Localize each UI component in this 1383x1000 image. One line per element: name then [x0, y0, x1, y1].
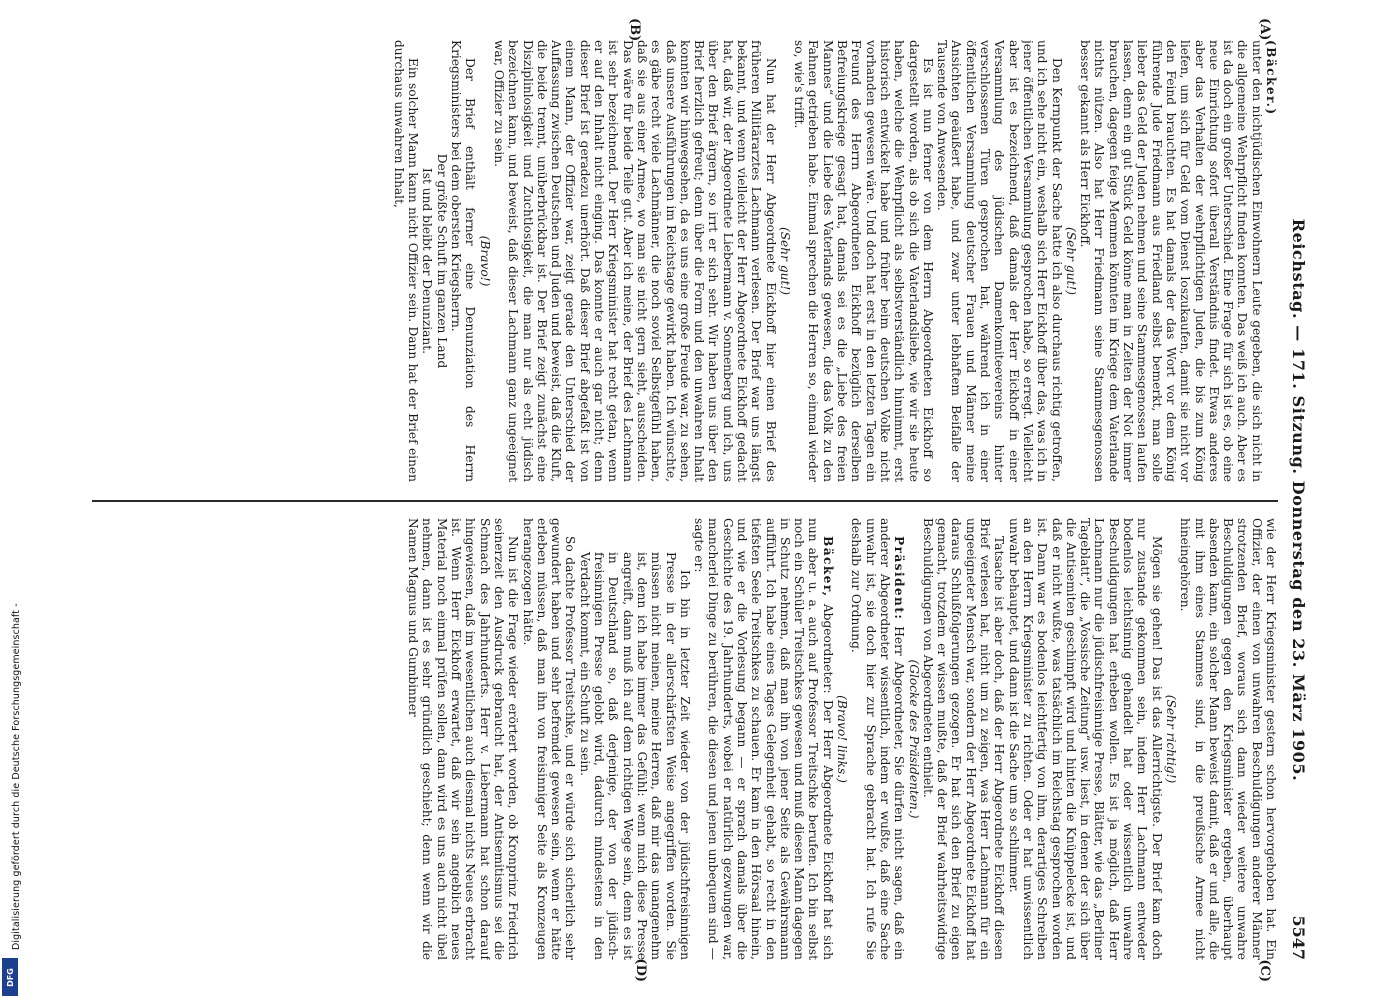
- president-paragraph: [849, 518, 906, 960]
- interjection: (Glocke des Präsidenten.): [906, 659, 921, 819]
- page-header: [1282, 40, 1312, 960]
- speaker-label: Bäcker,: [820, 536, 835, 598]
- page-number: 5547: [1289, 915, 1308, 960]
- document-page: [80, 18, 1312, 982]
- interjection: (Sehr gut!): [777, 226, 792, 296]
- speaker-paragraph: [692, 518, 835, 960]
- block-quote: Ich bin in letzter Zeit wieder von der jüdischfreisinnigen Presse in der allerschärfsten Weise angegriffen worden. Sie müssen nicht meinen, meine Herren, daß mir das unangenehm ist, denn ich habe immer das Gefühl: wenn mich diese Presse angreift, dann muß ich auf dem richtigen Wege sein, denn es ist in Deutschland so, daß derjenige, der von der jüdisch-freisinnigen Presse gelobt wird, dadurch mindestens in den Verdacht kommt, ein Schuft zu sein.: [577, 552, 692, 960]
- interjection: (Bravo!): [477, 235, 492, 287]
- paragraph: Der Brief enthält ferner eine Denunziation des Herrn Kriegsministers bei dem obersten Kriegsherrn.: [449, 40, 478, 482]
- paragraph: Nun ist die Frage wieder erörtert worden, ob Kronprinz Friedrich seinerzeit den Ausdruck gebraucht hat, der Antisemitismus sei die Schmach des Jahrhunderts. Herr v. Liebermann hat schon darauf hingewiesen, daß im wesentlichen auch diesmal nichts Neues erbracht ist. Wenn Herr Eickhoff erwartet, daß wir sein angeblich neues Material noch einmal prüfen sollen, dann wird es uns auch nicht übel nehmen, dann ist es sehr gründlich geschieht; denn wenn wir die Namen Magnus und Gumbinner: [406, 518, 521, 960]
- paragraph: Ein solcher Mann kann nicht Offizier sein. Dann hat der Brief einen durchaus unwahren Inhalt,: [391, 40, 421, 482]
- paragraph: Tatsache ist aber doch, daß der Herr Abgeordnete Eickhoff diesen Brief verlesen hat, nicht um zu zeigen, was Herr Lachmann für ein ungeeigneter Mensch war, sondern der Herr Abgeordnete Eickhoff hat daraus Schlußfolgerungen gezogen. Er hat sich den Brief zu eigen gemacht, trotzdem er wissen mußte, daß der Brief wahrheitswidrige Beschuldigungen von Abgeordneten enthielt.: [920, 518, 1007, 960]
- margin-mark-b: (B): [627, 18, 642, 42]
- verse-line: Der größte Schuft im ganzen Land: [434, 153, 449, 369]
- speaker-continued: [1264, 40, 1278, 482]
- paragraph: unter den nichtjüdischen Einwohnern Leute gegeben, die sich nicht in die allgemeine Wehrpflicht finden konnten. Das weiß ich auch. Aber es ist da doch ein großer Unterschied. Eine Frage für sich ist es, ob eine neue Einrichtung sofort überall Verständnis findet. Etwas anderes aber das Verhalten der wehrpflichtigen Juden, die bis zum König liefen, um sich für Geld vom Dienst loszukaufen, damit sie nicht vor den Feind brauchten. Es hat damals der das Wort vor dem König führende Jude Friedmann aus Friedland selbst bemerkt, man solle lieber das Geld der Juden nehmen und seine Stammesgenossen laufen lassen, denn ein gut Stück Geld könne man in Zeiten der Not immer brauchen, dagegen feige Memmen könnten im Kriege dem Vaterlande nichts nützen. Also hat Herr Friedmann seine Stammesgenossen besser gekannt als Herr Eickhoff.: [1078, 40, 1264, 482]
- column-divider: [92, 500, 1278, 502]
- speaker-name: (Bäcker.): [1264, 40, 1278, 116]
- interjection: (Sehr richtig!): [1163, 694, 1178, 784]
- president-text: Herr Abgeordneter, Sie dürfen nicht sagen, daß ein anderer Abgeordneter wissentlich, indem er wußte, daß eine Sache unwahr ist, sie doch hier zur Sprache gebracht hat. Ich rufe Sie deshalb zur Ordnung.: [849, 518, 907, 960]
- interjection: (Bravo! links.): [835, 695, 850, 783]
- interjection: (Sehr gut!): [1063, 226, 1078, 296]
- margin-mark-c: (C): [1257, 959, 1272, 982]
- paragraph: Nun hat der Herr Abgeordnete Eickhoff hier einen Brief des früheren Militärarztes Lachmann verlesen. Der Brief war uns längst bekannt, und wenn vielleicht der Herr Abgeordnete Eickhoff gedacht hat, daß wir, der Abgeordnete Liebermann v. Sonnenberg und ich, uns über den Brief ärgern, so irrt er sich sehr. Wir haben uns über den Brief herzlich gefreut; denn über die Form und den unwahren Inhalt konnten wir hinwegsehen, da es uns eine große Freude war, zu sehen, daß unsere Ausführungen im Reichstage gewirkt haben. Ich wünschte, es gäbe recht viele Lachmänner, die noch soviel Selbstgefühl haben, daß sie aus einer Armee, wo man sie nicht gern sieht, ausscheiden. Das wäre für beide Teile gut. Aber ich meine, der Brief des Lachmann ist sehr bezeichnend. Der Herr Kriegsminister hat recht getan, wenn er auf den Inhalt nicht einging. Das konnte er auch gar nicht; denn dieser Brief ist geradezu unerhört. Daß dieser Brief abgefaßt ist von einem Mann, der Offizier war, zeigt gerade den Unterschied der Auffassung zwischen Deutschen und Juden und beweist, daß die Kluft, die beide trennt, unüberbrückbar ist. Der Brief zeigt zunächst eine Disziplinlosigkeit und Zuchtlosigkeit, die man nur als echt jüdisch bezeichnen kann, und beweist, daß dieser Lachmann ganz ungeeignet war, Offizier zu sein.: [491, 40, 778, 482]
- speaker-text: Abgeordneter: Der Herr Abgeordnete Eickhoff hat sich nun aber u. a. auch auf Professor Treitschke berufen. Ich bin selbst noch ein Schüler Treitschkes gewesen und muß diesen Mann dagegen in Schutz nehmen, daß man ihn von jener Seite als Gewährsmann aufführt. Ich habe eines Tages Gelegenheit gehabt, so recht in den tiefsten Seele Treitschkes zu schauen. Er kam in den Hörsaal hinein, und wie er die Vorlesung begann — er sprach damals über die Geschichte des 19. Jahrhunderts, wobei er natürlich gezwungen war, mancherlei Dinge zu berühren, die diesen und jenen unbequem sind — sagte er:: [692, 518, 835, 960]
- right-column: [86, 518, 1278, 960]
- running-head: Reichstag. — 171. Sitzung. Donnerstag den 23. März 1905.: [1289, 218, 1308, 782]
- left-column: [86, 40, 1278, 482]
- paragraph: Mögen sie gehen! Das ist das Allerrichtigste. Der Brief kam doch nur zustande gekommen sein, indem Herr Lachmann entweder bodenlos leichtsinnig gehandelt hat oder wissentlich unwahre Beschuldigungen hat erheben wollen. Es ist ja möglich, daß Herr Lachmann nur die jüdischfreisinnige Presse, Blätter, wie das „Berliner Tageblatt“, die „Vossische Zeitung“ usw. liest, in denen der sich über die Antisemiten geschimpft wird und hinten die Knüppelecke ist, und daß er nicht wußte, was tatsächlich im Reichstag gesprochen worden ist. Dann war es bodenlos leichtfertig von ihm, derartiges Schreiben an den Herrn Kriegsminister zu richten. Oder er hat unwissentlich unwahr behauptet, und dann ist die Sache um so schlimmer.: [1006, 518, 1164, 960]
- margin-mark-d: (D): [633, 958, 648, 982]
- paragraph: Den Kernpunkt der Sache hatte ich also durchaus richtig getroffen, und ich sehe nicht ein, weshalb sich Herr Eickhoff über das, was ich in jener öffentlichen Versammlung gesprochen habe, so erregt. Vielleicht aber ist es bezeichnend, daß damals der Herr Eickhoff in einer Versammlung des jüdischen Damenkomiteevereins hinter verschlossenen Türen gesprochen hat, während ich in einer öffentlichen Versammlung deutscher Frauen und Männer meine Ansichten geäußert habe, und zwar unter lebhaftem Beifalle der Tausende von Anwesenden.: [935, 40, 1064, 482]
- dfg-logo: [2, 958, 18, 996]
- digitization-note: Digitalisierung gefördert durch die Deutsche Forschungsgemeinschaft -: [11, 603, 22, 950]
- president-label: Präsident:: [892, 536, 907, 621]
- paragraph: So dachte Professor Treitschke, und er würde sich sicherlich sehr gewundert haben und sehr befremdet gewesen sein, wenn er hätte erleben müssen, daß man ihn von freisinniger Seite als Kronzeugen herangezogen hätte.: [520, 518, 578, 960]
- digitization-strip: [0, 0, 22, 1000]
- verse-line: Ist und bleibt der Denunziant.: [420, 167, 435, 355]
- paragraph: Es ist nun ferner von dem Herrn Abgeordneten Eickhoff so dargestellt worden, als ob sich die Vaterlandsliebe, wie wir sie heute haben, welche die Wehrpflicht als selbstverständlich hinnimmt, erst historisch entwickelt habe und früher beim deutschen Volke nicht vorhanden gewesen wäre. Und doch hat erst in den letzten Tagen ein Freund des Herrn Abgeordneten Eickhoff bezüglich derselben Befreiungskriege gesagt hat, damals sei es die „Liebe des freien Mannes“ und die Liebe des Vaterlands gewesen, die das Volk zu den Fahnen getrieben habe. Einmal sprechen die Herren so, einmal wieder so, wie's trifft.: [792, 40, 935, 482]
- dfg-logo-text: DFG: [5, 967, 15, 987]
- paragraph: wie der Herr Kriegsminister gestern schon hervorgehoben hat. Ein Offizier, der einen von unwahren Beschuldigungen anderer Männer strotzenden Brief, woraus sich dann wieder weitere unwahre Beschuldigungen gegen den Kriegsminister ergeben, überhaupt absenden kann, ein solcher Mann beweist damit, daß er und alle, die mit ihm eines Stammes sind, in die preußische Armee nicht hineingehören.: [1178, 518, 1278, 960]
- margin-mark-a: (A): [1257, 18, 1272, 41]
